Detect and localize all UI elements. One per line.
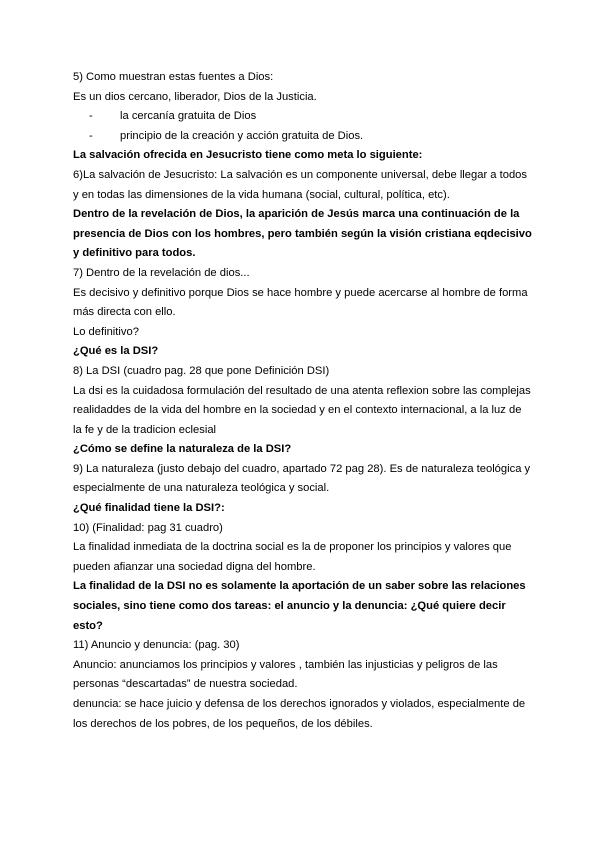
bullet-item bbox=[73, 107, 533, 127]
text-line: pueden afianzar una sociedad digna del hombre. bbox=[73, 560, 316, 573]
text-line: Es decisivo y definitivo porque Dios se hace hombre y puede acercarse al hombre de forma bbox=[73, 286, 528, 299]
text-line: La finalidad inmediata de la doctrina social es la de proponer los principios y valores que bbox=[73, 541, 512, 554]
bullet-text: principio de la creación y acción gratuita de Dios. bbox=[120, 129, 364, 142]
question-heading: Dentro de la revelación de Dios, la aparición de Jesús marca una continuación de la bbox=[73, 208, 520, 221]
bullet-marker: - bbox=[89, 110, 93, 123]
text-line: realidaddes de la vida del hombre en la sociedad y en el contexto internacional, a la luz de bbox=[73, 404, 522, 417]
question-heading: La salvación ofrecida en Jesucristo tiene como meta lo siguiente: bbox=[73, 149, 423, 162]
text-line: 9) La naturaleza (justo debajo del cuadro, apartado 72 pag 28). Es de naturaleza teológica y bbox=[73, 462, 531, 475]
question-heading: esto? bbox=[73, 619, 103, 632]
question-heading: ¿Qué es la DSI? bbox=[73, 345, 159, 358]
text-line: 7) Dentro de la revelación de dios... bbox=[73, 266, 250, 279]
text-line: 5) Como muestran estas fuentes a Dios: bbox=[73, 71, 274, 83]
question-heading: sociales, sino tiene como dos tareas: el anuncio y la denuncia: ¿Qué quiere decir bbox=[73, 600, 506, 613]
text-line: La dsi es la cuidadosa formulación del resultado de una atenta reflexion sobre las complejas bbox=[73, 384, 531, 397]
question-heading: ¿Qué finalidad tiene la DSI?: bbox=[73, 502, 225, 515]
question-heading: presencia de Dios con los hombres, pero también según la visión cristiana eqdecisivo bbox=[73, 227, 532, 240]
question-heading: y definitivo para todos. bbox=[73, 247, 196, 260]
text-line: Lo definitivo? bbox=[73, 325, 139, 338]
question-heading: La finalidad de la DSI no es solamente la aportación de un saber sobre las relaciones bbox=[73, 580, 526, 593]
question-heading: ¿Cómo se define la naturaleza de la DSI? bbox=[73, 443, 292, 456]
text-line: 6)La salvación de Jesucristo: La salvación es un componente universal, debe llegar a todos bbox=[73, 168, 527, 181]
text-line: 11) Anuncio y denuncia: (pag. 30) bbox=[73, 639, 240, 652]
text-line: Es un dios cercano, liberador, Dios de la Justicia. bbox=[73, 90, 317, 103]
text-line: personas “descartadas” de nuestra sociedad. bbox=[73, 678, 298, 691]
text-line: 10) (Finalidad: pag 31 cuadro) bbox=[73, 521, 223, 534]
text-line: la fe y de la tradicion eclesial bbox=[73, 423, 217, 436]
bullet-text: la cercanía gratuita de Dios bbox=[120, 110, 257, 123]
text-line: 8) La DSI (cuadro pag. 28 que pone Definición DSI) bbox=[73, 364, 330, 377]
text-line: y en todas las dimensiones de la vida humana (social, cultural, política, etc). bbox=[73, 188, 450, 201]
text-line: más directa con ello. bbox=[73, 306, 176, 319]
text-line: especialmente de una naturaleza teológica y social. bbox=[73, 482, 330, 495]
text-line: los derechos de los pobres, de los pequeños, de los débiles. bbox=[73, 717, 373, 730]
bullet-item bbox=[73, 127, 533, 147]
text-line: Anuncio: anunciamos los principios y valores , también las injusticias y peligros de las bbox=[73, 658, 498, 671]
document-page bbox=[73, 68, 533, 734]
bullet-marker: - bbox=[89, 129, 93, 142]
text-line: denuncia: se hace juicio y defensa de los derechos ignorados y violados, especialmente de bbox=[73, 698, 526, 710]
